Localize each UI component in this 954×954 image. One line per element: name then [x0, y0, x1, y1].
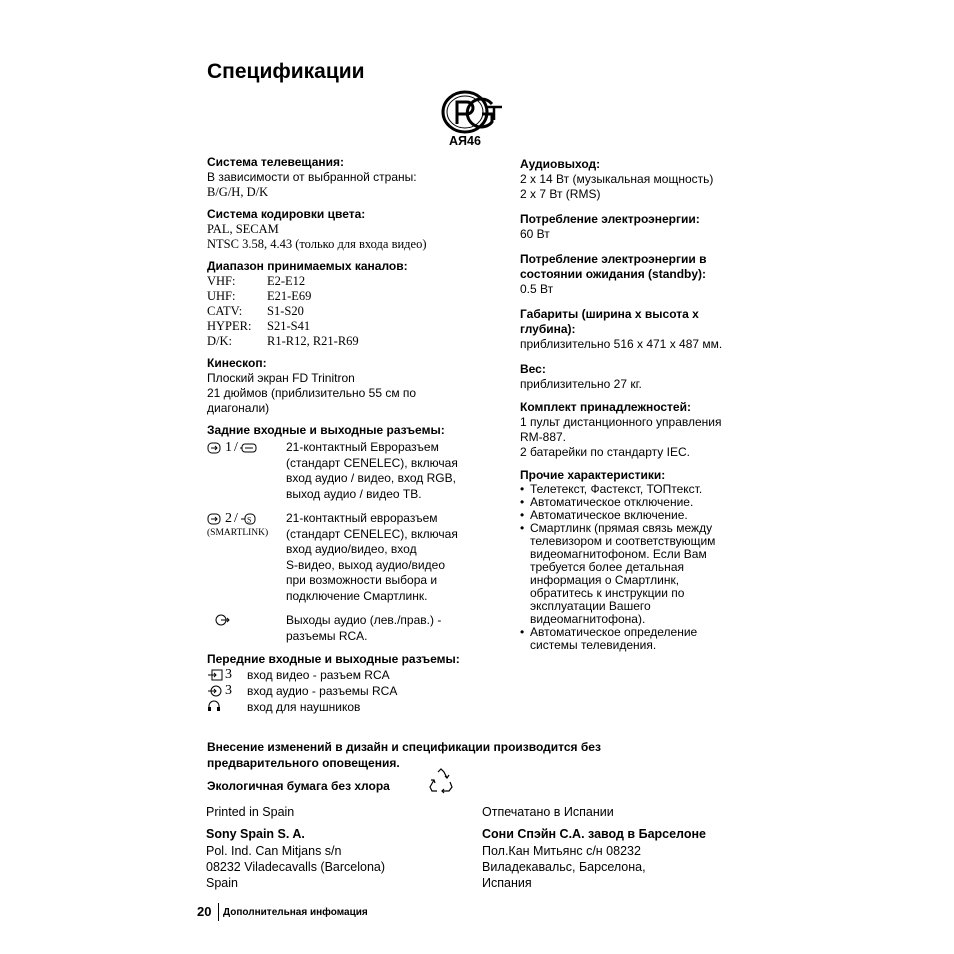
accessories-heading: Комплект принадлежностей: [520, 400, 691, 414]
footer-printed: Отпечатано в Испании [482, 805, 614, 819]
desc-line: разъемы RCA. [286, 628, 368, 643]
front-connector-row [207, 683, 497, 699]
footer-address-line: Пол.Кан Митьянс с/н 08232 [482, 843, 641, 858]
front-connectors-heading: Передние входные и выходные разъемы: [207, 652, 460, 666]
channel-row [207, 319, 497, 334]
recycle-icon [428, 768, 454, 794]
front-connector-desc: вход аудио - разъемы RCA [247, 684, 398, 698]
dimensions-heading: глубина): [520, 322, 576, 336]
weight-heading: Вес: [520, 362, 546, 376]
footer-company: Сони Спэйн С.А. завод в Барселоне [482, 827, 706, 842]
front-connector-row [207, 699, 497, 716]
list-item-line: требуется более детальная [530, 560, 684, 574]
rear-connector-2-icons [207, 511, 286, 604]
channel-band: D/K: [207, 334, 232, 348]
approval-code: АЯ46 [449, 134, 481, 148]
smartlink-label: (SMARTLINK) [207, 528, 269, 538]
list-item-line: системы телевидения. [530, 638, 657, 652]
channel-row [207, 274, 497, 289]
page-title: Спецификации [207, 60, 365, 83]
list-item-line: эксплуатации Вашего [530, 599, 651, 613]
tv-system-line: В зависимости от выбранной страны: [207, 170, 417, 184]
list-item [520, 626, 765, 652]
power-heading: Потребление электроэнергии: [520, 212, 700, 226]
audio-output-line: 2 x 14 Вт (музыкальная мощность) [520, 172, 714, 186]
footer-printed: Printed in Spain [206, 805, 295, 819]
channels-heading: Диапазон принимаемых каналов: [207, 259, 408, 273]
tube-heading: Кинескоп: [207, 356, 267, 370]
front-connectors-section [207, 652, 497, 716]
tube-line: Плоский экран FD Trinitron [207, 371, 355, 385]
smartlink-icon: 2 / S [207, 511, 286, 526]
rear-connector-2-number: 2 [225, 511, 232, 526]
audio-output-icon [213, 613, 233, 627]
page-number: 20 [197, 904, 212, 919]
page-number-divider [218, 903, 219, 921]
footer-address-line: 08232 Viladecavalls (Barcelona) [206, 859, 386, 874]
footer-english [206, 804, 385, 891]
rear-connectors-section [207, 423, 497, 644]
audio-output-section [520, 157, 765, 202]
channel-band: VHF: [207, 274, 236, 288]
front-connector-row [207, 667, 497, 683]
power-section [520, 212, 765, 242]
desc-line: вход аудио/видео, вход [286, 542, 417, 556]
tube-section [207, 356, 497, 416]
dimensions-section [520, 307, 765, 352]
desc-line: вход аудио / видео, вход RGB, [286, 471, 456, 485]
standby-value: 0.5 Вт [520, 282, 554, 296]
other-features-heading: Прочие характеристики: [520, 468, 666, 482]
weight-value: приблизительно 27 кг. [520, 377, 642, 391]
channel-range: E2-E12 [267, 274, 306, 288]
standby-heading: состоянии ожидания (standby): [520, 267, 707, 281]
svg-text:S: S [246, 515, 252, 524]
list-item-line: • Автоматическое определение [530, 625, 698, 639]
front-connector-number: 3 [225, 683, 232, 698]
desc-line: 21-контактный Евроразъем [286, 440, 439, 454]
audio-output-line: 2 x 7 Вт (RMS) [520, 187, 601, 201]
other-features-section [520, 468, 765, 652]
rear-connector-2 [207, 511, 497, 604]
rear-connectors-heading: Задние входные и выходные разъемы: [207, 423, 445, 437]
right-column [520, 157, 765, 659]
dimensions-heading: Габариты (ширина x высота x [520, 307, 699, 321]
color-system-line: NTSC 3.58, 4.43 (только для входа видео) [207, 237, 427, 251]
color-system-line: PAL, SECAM [207, 222, 279, 236]
channel-row [207, 289, 497, 304]
list-item-line: телевизором и соответствующим [530, 534, 716, 548]
list-item [520, 522, 765, 626]
desc-line: при возможности выбора и [286, 573, 438, 587]
color-system-section [207, 207, 497, 252]
channels-section [207, 259, 497, 349]
list-item: • Автоматическое включение. [520, 509, 765, 522]
accessories-section [520, 400, 765, 460]
headphones-icon [207, 699, 247, 716]
channel-range: E21-E69 [267, 289, 312, 303]
channel-range: R1-R12, R21-R69 [267, 334, 359, 348]
footer-address-line: Spain [206, 876, 238, 891]
page-section-label: Дополнительная инфомация [223, 907, 368, 918]
rear-connector-2-desc [286, 511, 497, 604]
footer-company: Sony Spain S. A. [206, 827, 305, 842]
channel-band: UHF: [207, 289, 236, 303]
rear-connector-1 [207, 440, 497, 502]
tv-system-section [207, 155, 497, 200]
list-item-line: информация о Смартлинк, [530, 573, 680, 587]
left-column [207, 155, 497, 723]
audio-input-icon [207, 683, 247, 699]
footer-address-line: Виладекавальс, Барселона, [482, 859, 646, 874]
rear-connector-3 [207, 613, 497, 644]
accessories-line: 1 пульт дистанционного управления [520, 415, 722, 429]
standby-section [520, 252, 765, 297]
tube-line: 21 дюймов (приблизительно 55 см по [207, 386, 417, 400]
rear-connector-1-icons [207, 440, 286, 502]
rear-connector-1-number: 1 [225, 440, 232, 455]
change-notice [207, 739, 667, 771]
video-input-icon [207, 667, 247, 683]
audio-output-heading: Аудиовыход: [520, 157, 601, 171]
list-item-line: видеомагнитофоном. Если Вам [530, 547, 707, 561]
list-item-line: • Смартлинк (прямая связь между [530, 521, 713, 535]
front-connector-number: 3 [225, 667, 232, 682]
other-features-list [520, 483, 765, 652]
power-value: 60 Вт [520, 227, 550, 241]
list-item: • Телетекст, Фастекст, ТОПтекст. [520, 483, 765, 496]
desc-line: 21-контактный евроразъем [286, 511, 438, 525]
list-item: • Автоматическое отключение. [520, 496, 765, 509]
color-system-heading: Система кодировки цвета: [207, 207, 366, 221]
channel-range: S1-S20 [267, 304, 304, 318]
tube-line: диагонали) [207, 401, 270, 415]
desc-line: (стандарт CENELEC), включая [286, 526, 458, 541]
footer-russian [482, 804, 706, 891]
channel-band: HYPER: [207, 319, 252, 333]
front-connector-desc: вход для наушников [247, 700, 361, 714]
desc-line: S-видео, выход аудио/видео [286, 557, 445, 572]
channel-band: CATV: [207, 304, 243, 318]
dimensions-value: приблизительно 516 x 471 x 487 мм. [520, 337, 723, 351]
desc-line: Выходы аудио (лев./прав.) - [286, 613, 442, 627]
front-connector-desc: вход видео - разъем RCA [247, 668, 390, 682]
eco-paper-note: Экологичная бумага без хлора [207, 779, 390, 793]
channel-row [207, 304, 497, 319]
accessories-line: 2 батарейки по стандарту IEC. [520, 445, 690, 459]
tv-system-standards: B/G/H, D/K [207, 185, 269, 199]
accessories-line: RM-887. [520, 430, 567, 444]
channel-row [207, 334, 497, 349]
rear-connector-1-desc [286, 440, 497, 502]
desc-line: подключение Смартлинк. [286, 588, 428, 603]
change-notice-line: Внесение изменений в дизайн и спецификации производится без [207, 740, 601, 754]
list-item-line: обратитесь к инструкции по [530, 586, 685, 600]
change-notice-line: предварительного оповещения. [207, 756, 400, 770]
desc-line: (стандарт CENELEC), включая [286, 455, 458, 470]
channel-range: S21-S41 [267, 319, 311, 333]
footer-address-line: Pol. Ind. Can Mitjans s/n [206, 843, 342, 858]
weight-section [520, 362, 765, 392]
desc-line: выход аудио / видео ТВ. [286, 486, 422, 501]
standby-heading: Потребление электроэнергии в [520, 252, 707, 266]
rear-connector-3-icons [207, 613, 286, 644]
scart-connector-icon: 1 / [207, 440, 286, 455]
tv-system-heading: Система телевещания: [207, 155, 344, 169]
rear-connector-3-desc [286, 613, 497, 644]
footer-address-line: Испания [482, 876, 532, 891]
list-item-line: видеомагнитофона). [530, 612, 646, 626]
